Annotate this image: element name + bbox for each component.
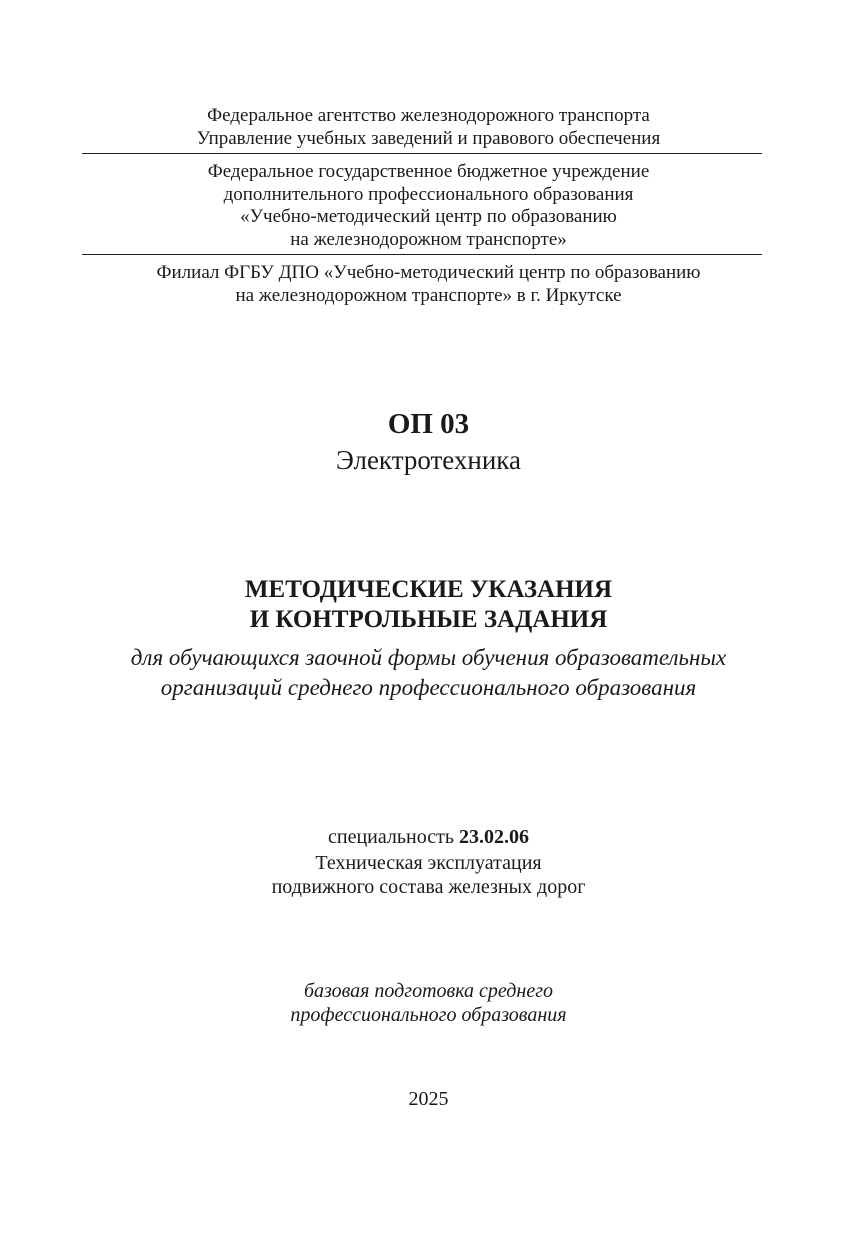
discipline-name: Электротехника <box>336 445 521 475</box>
specialty-prefix: специальность <box>328 826 459 848</box>
branch-line-2: на железнодорожном транспорте» в г. Иркутске <box>235 285 622 306</box>
institution-line-3: «Учебно-методический центр по образованию <box>240 206 617 227</box>
header-divider-1 <box>82 153 762 154</box>
specialty-name-line-1: Техническая эксплуатация <box>315 852 542 874</box>
discipline-code: ОП 03 <box>387 408 470 440</box>
institution-line-4: на железнодорожном транспорте» <box>290 229 567 250</box>
header-department: Управление учебных заведений и правового обеспечения <box>196 128 661 149</box>
header-agency: Федеральное агентство железнодорожного транспорта <box>207 105 650 126</box>
training-line-1: базовая подготовка среднего <box>303 980 554 1002</box>
audience-line-2: организаций среднего профессионального образования <box>160 675 697 700</box>
specialty-name-line-2: подвижного состава железных дорог <box>271 876 586 898</box>
header-divider-2 <box>82 254 762 255</box>
training-line-2: профессионального образования <box>290 1004 567 1026</box>
branch-line-1: Филиал ФГБУ ДПО «Учебно-методический центр по образованию <box>156 262 701 283</box>
document-title-line-2: И КОНТРОЛЬНЫЕ ЗАДАНИЯ <box>249 606 608 633</box>
document-title-line-1: МЕТОДИЧЕСКИЕ УКАЗАНИЯ <box>244 576 613 603</box>
institution-line-2: дополнительного профессионального образования <box>223 184 634 205</box>
year: 2025 <box>408 1088 449 1110</box>
audience-line-1: для обучающихся заочной формы обучения образовательных <box>130 645 727 670</box>
institution-line-1: Федеральное государственное бюджетное учреждение <box>207 161 650 182</box>
specialty-line <box>0 826 857 849</box>
specialty-code: 23.02.06 <box>458 826 529 848</box>
